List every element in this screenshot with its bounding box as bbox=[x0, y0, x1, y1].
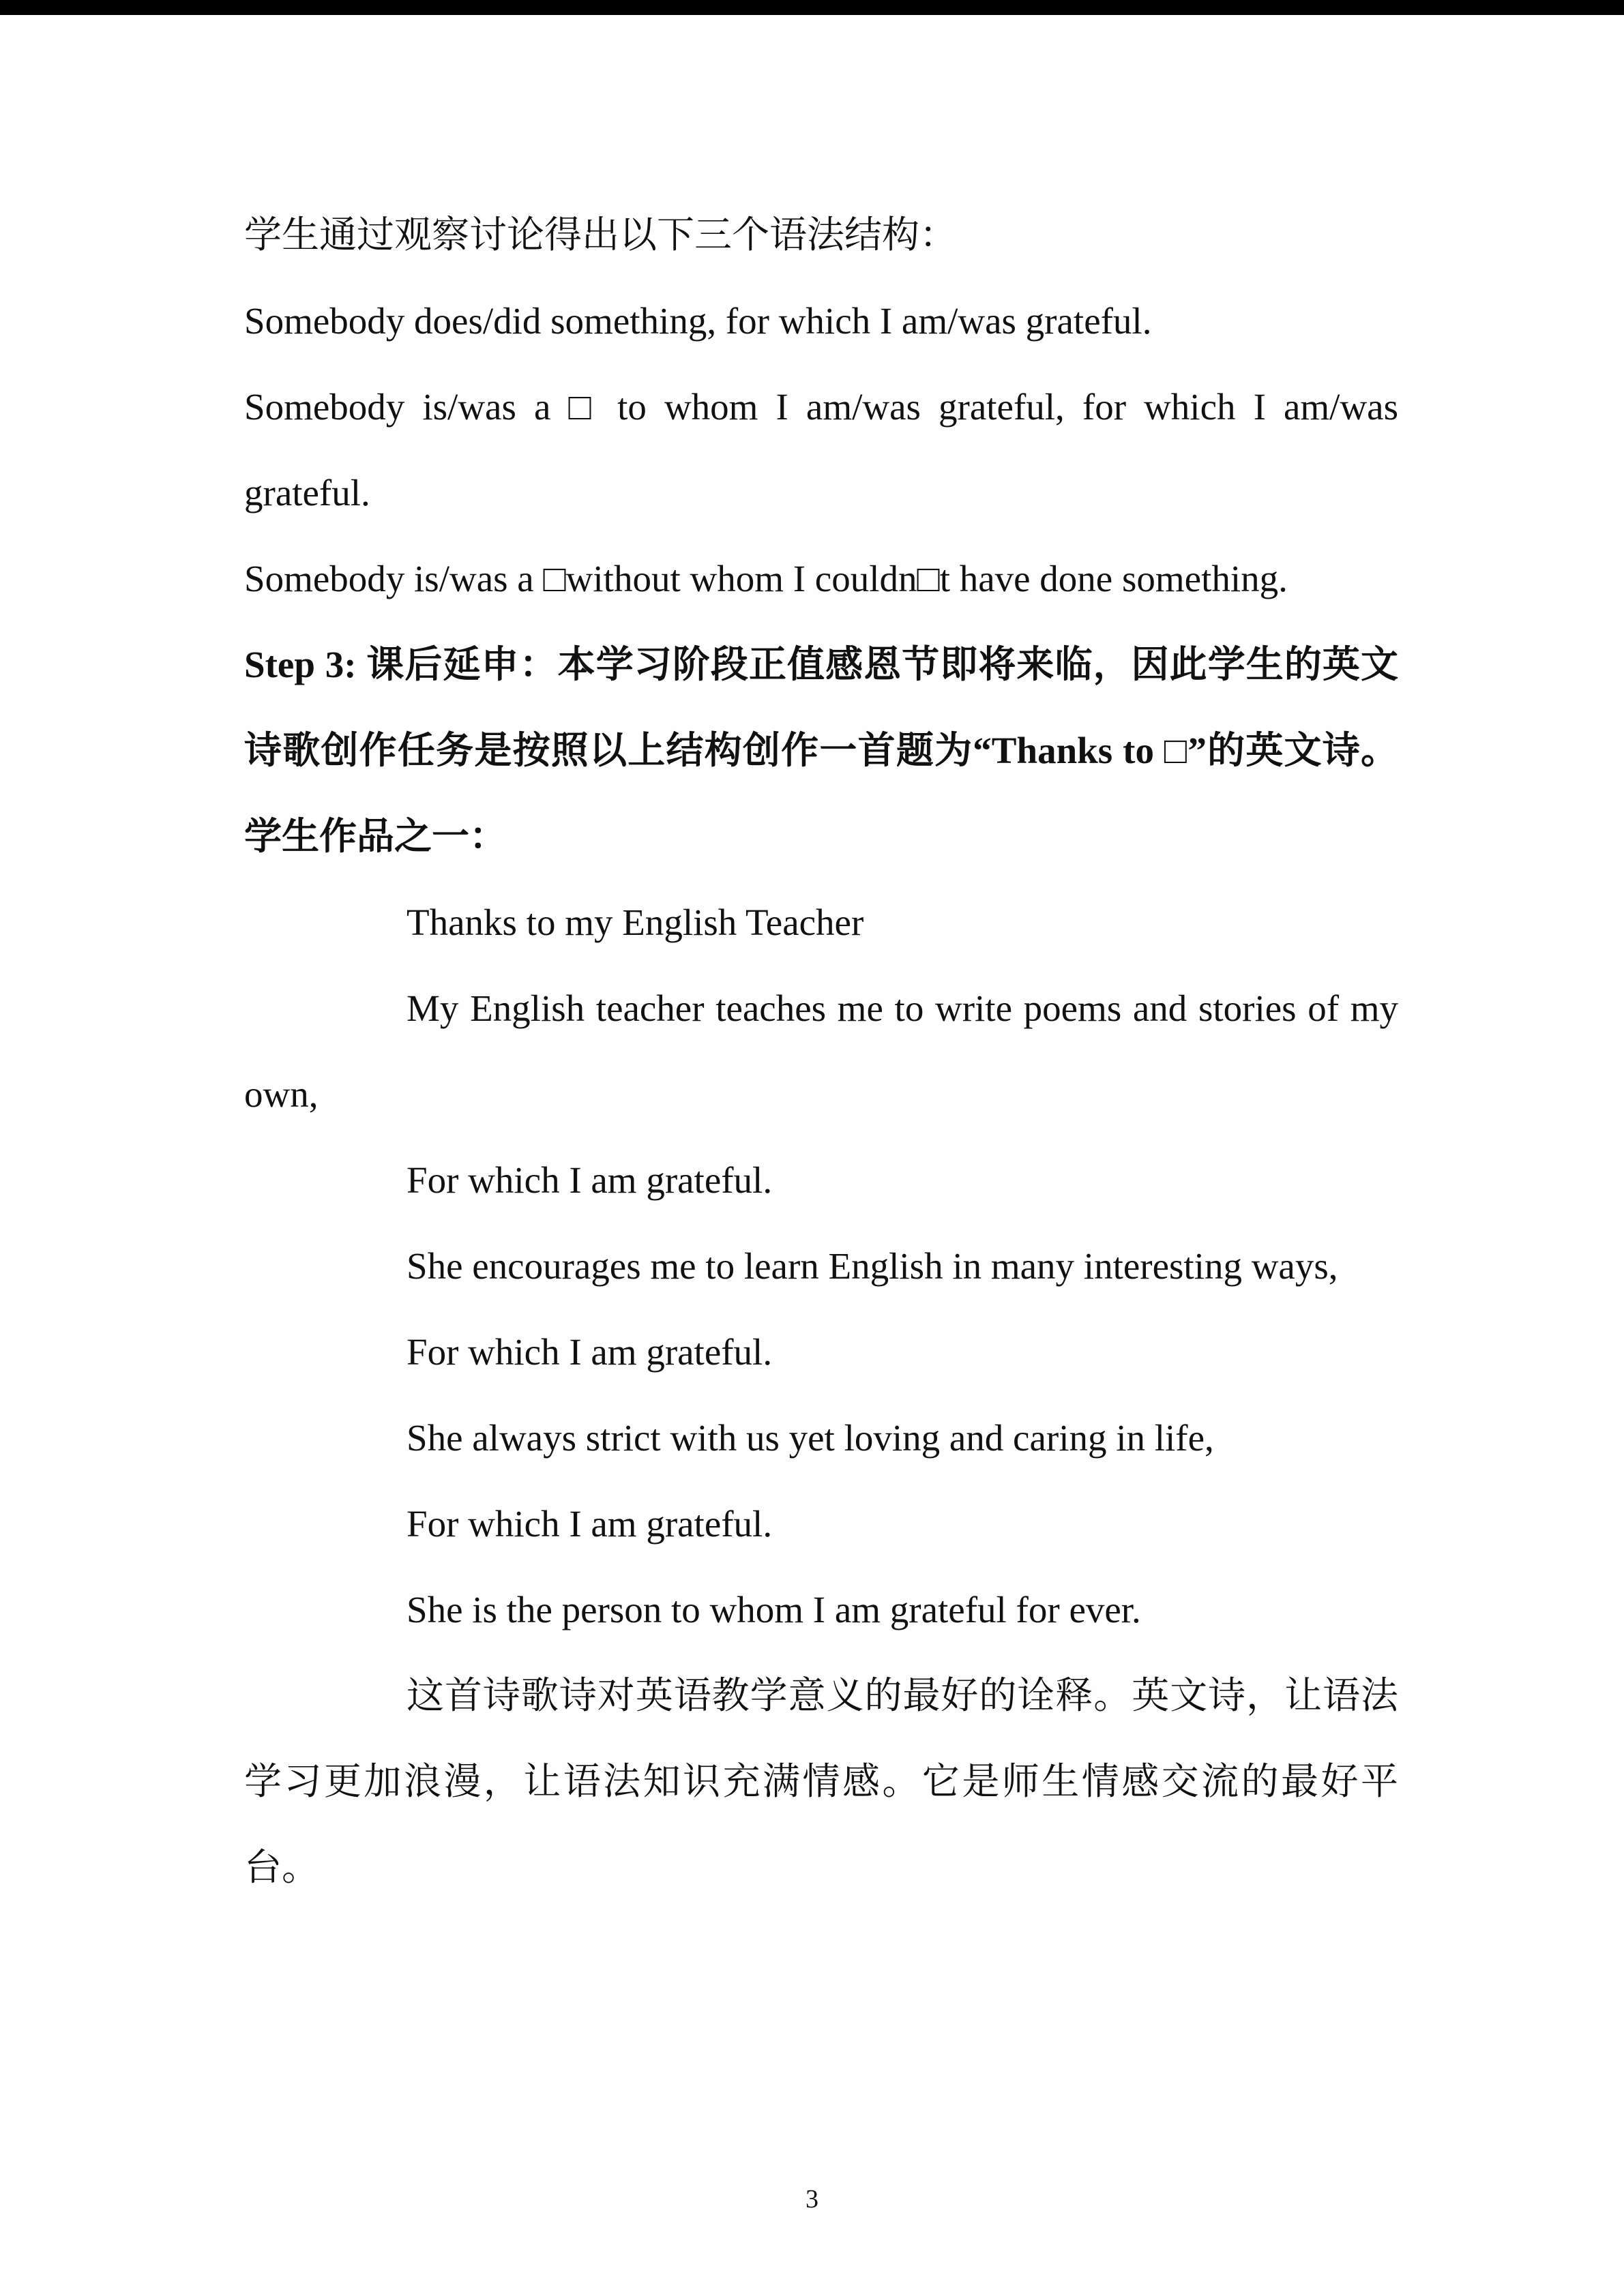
paragraph-intro: 学生通过观察讨论得出以下三个语法结构： bbox=[244, 214, 958, 256]
page-number: 3 bbox=[806, 2185, 818, 2213]
paragraph-structure-3: Somebody is/was a □without whom I couldn□t have done something. bbox=[244, 558, 1288, 599]
poem-line: For which I am grateful. bbox=[407, 1331, 773, 1373]
poem-line: My English teacher teaches me to write poems and stories of my own, bbox=[244, 987, 1398, 1115]
poem-line: She is the person to whom I am grateful for ever. bbox=[407, 1589, 1141, 1630]
paragraph-closing: 这首诗歌诗对英语教学意义的最好的诠释。英文诗，让语法学习更加浪漫，让语法知识充满情感。它是师生情感交流的最好平台。 bbox=[244, 1675, 1398, 1888]
poem-line: For which I am grateful. bbox=[407, 1503, 773, 1545]
top-border-bar bbox=[0, 0, 1624, 15]
paragraph-structure-1: Somebody does/did something, for which I am/was grateful. bbox=[244, 300, 1152, 342]
paragraph-structure-2: Somebody is/was a □ to whom I am/was grateful, for which I am/was grateful. bbox=[244, 386, 1398, 513]
document-content bbox=[244, 192, 1398, 1911]
poem-line: She encourages me to learn English in many interesting ways, bbox=[407, 1245, 1338, 1287]
paragraph-step3: Step 3: 课后延申：本学习阶段正值感恩节即将来临，因此学生的英文诗歌创作任务是按照以上结构创作一首题为“Thanks to □”的英文诗。学生作品之一： bbox=[244, 644, 1398, 857]
poem-line: She always strict with us yet loving and caring in life, bbox=[407, 1417, 1214, 1459]
poem-title: Thanks to my English Teacher bbox=[407, 901, 864, 943]
poem-line: For which I am grateful. bbox=[407, 1159, 773, 1201]
